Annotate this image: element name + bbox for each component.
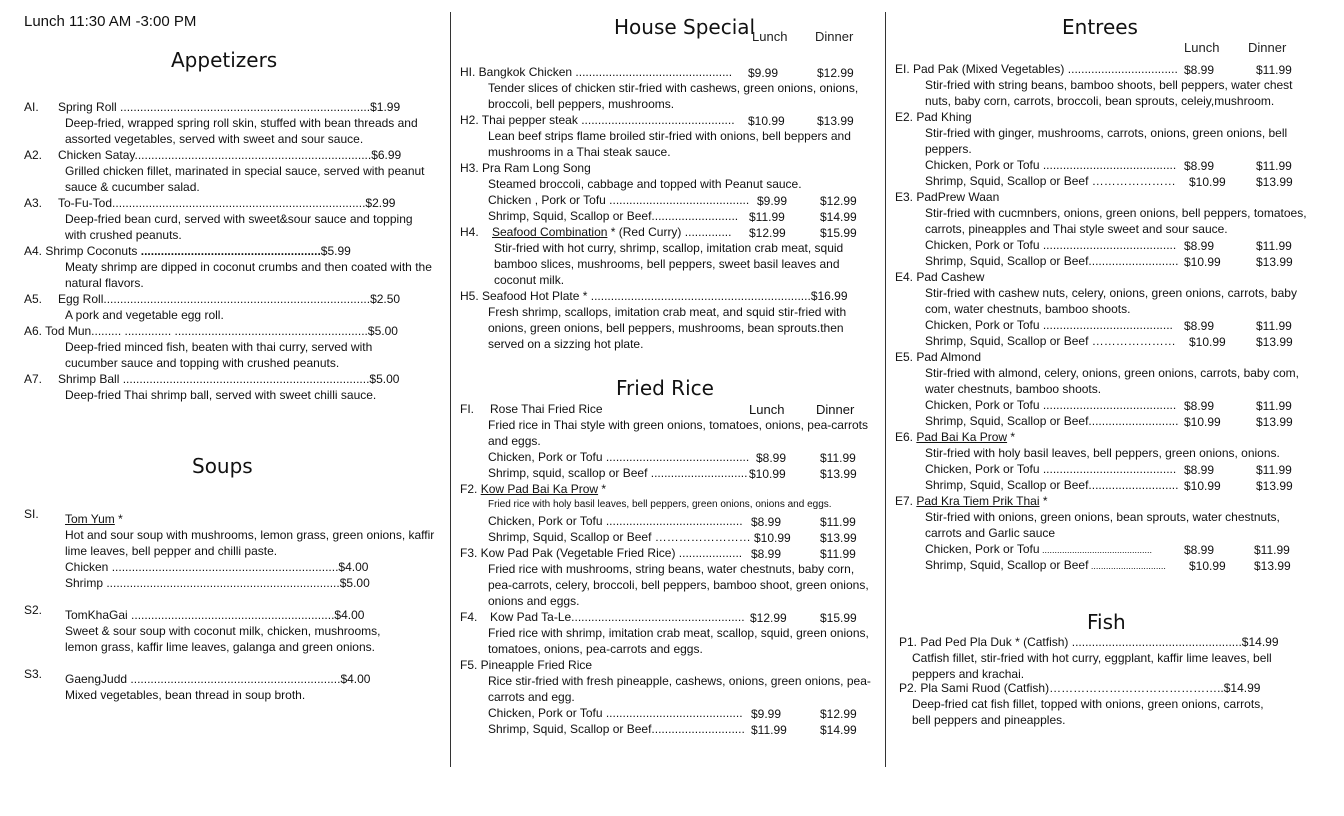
option-chicken-pork-tofu: Chicken, Pork or Tofu ........................................ <box>925 398 1177 412</box>
menu-item-e4: E4. Pad Cashew <box>895 270 985 284</box>
option-chicken: Chicken ....................................................................$4.00 <box>65 560 369 574</box>
soup-code: S2. <box>24 603 43 617</box>
menu-item-s1: Tom Yum * <box>65 512 123 526</box>
option-seafood-beef: Shrimp, Squid, Scallop or Beef.......................... <box>488 209 739 223</box>
lunch-price: $8.99 <box>1184 399 1215 413</box>
item-description: Hot and sour soup with mushrooms, lemon grass, green onions, kaffir lime leaves, bell pepper and chilli paste. <box>65 528 435 558</box>
lunch-price: $8.99 <box>756 451 787 465</box>
option-seafood-beef: Shrimp, Squid, Scallop or Beef........................... <box>925 478 1179 492</box>
lunch-price: $12.99 <box>750 611 787 625</box>
dinner-price: $13.99 <box>820 531 857 545</box>
lunch-header: Lunch <box>749 402 785 417</box>
soup-code: SI. <box>24 507 39 521</box>
dinner-header: Dinner <box>1248 40 1287 55</box>
dinner-price: $14.99 <box>820 723 857 737</box>
item-description: Fresh shrimp, scallops, imitation crab meat, and squid stir-fried with onions, green onions, bell peppers, mushrooms, bean sprouts.then served on a sizzing hot plate. <box>488 305 847 351</box>
option-chicken-pork-tofu: Chicken, Pork or Tofu ........................................ <box>925 462 1177 476</box>
dinner-price: $14.99 <box>820 210 857 224</box>
dinner-price: $11.99 <box>820 515 856 529</box>
lunch-price: $10.99 <box>1184 479 1221 493</box>
lunch-price: $9.99 <box>751 707 782 721</box>
menu-item-a1: AI. Spring Roll ...........................................................................$1.99 <box>24 100 401 114</box>
lunch-price: $10.99 <box>749 467 786 481</box>
dinner-price: $13.99 <box>1256 415 1293 429</box>
dinner-price: $11.99 <box>1256 319 1292 333</box>
dinner-price: $11.99 <box>1256 239 1292 253</box>
lunch-price: $8.99 <box>1184 159 1215 173</box>
lunch-price: $8.99 <box>751 515 782 529</box>
soup-code: S3. <box>24 667 43 681</box>
menu-item-e3: E3. PadPrew Waan <box>895 190 1000 204</box>
lunch-hours: Lunch 11:30 AM -3:00 PM <box>24 13 197 30</box>
item-description: Fried rice with mushrooms, string beans, water chestnuts, baby corn, pea-carrots, celery, broccoli, bell peppers, bamboo shoot, green onions, onions and eggs. <box>488 562 869 608</box>
option-seafood-beef: Shrimp, Squid, Scallop or Beef............................ <box>488 722 745 736</box>
dinner-price: $11.99 <box>1256 463 1292 477</box>
menu-item-f2: F2. Kow Pad Bai Ka Prow * <box>460 482 607 496</box>
option-shrimp: Shrimp ......................................................................$5.00 <box>65 576 370 590</box>
item-description: Stir-fried with cashew nuts, celery, onions, green onions, carrots, baby com, water chestnuts, bamboo shoots. <box>925 286 1297 316</box>
lunch-price: $10.99 <box>748 114 785 128</box>
dinner-price: $11.99 <box>1256 399 1292 413</box>
item-description: Meaty shrimp are dipped in coconut crumbs and then coated with the natural flavors. <box>65 260 432 290</box>
option-seafood-beef: Shrimp, Squid, Scallop or Beef........................... <box>925 254 1179 268</box>
menu-item-e6: E6. Pad Bai Ka Prow * <box>895 430 1016 444</box>
lunch-price: $12.99 <box>749 226 786 240</box>
menu-item-f3: F3. Kow Pad Pak (Vegetable Fried Rice) ................... <box>460 546 743 560</box>
option-chicken-pork-tofu: Chicken, Pork or Tofu ......................................... <box>488 514 743 528</box>
option-chicken-pork-tofu: Chicken , Pork or Tofu .......................................... <box>488 193 750 207</box>
option-chicken-pork-tofu: Chicken, Pork or Tofu ......................................... <box>488 706 743 720</box>
fried-rice-title: Fried Rice <box>616 376 714 400</box>
item-description: Fried rice with holy basil leaves, bell peppers, green onions, onions and eggs. <box>488 499 832 510</box>
menu-item-e7: E7. Pad Kra Tiem Prik Thai * <box>895 494 1048 508</box>
item-description: Deep-fried, wrapped spring roll skin, stuffed with bean threads and assorted vegetables, served with sweet and sour sauce. <box>65 116 418 146</box>
item-description: Catfish fillet, stir-fried with hot curry, eggplant, kaffir lime leaves, bell peppers and krachai. <box>912 651 1272 681</box>
item-description: Tender slices of chicken stir-fried with cashews, green onions, onions, broccoli, bell peppers, mushrooms. <box>488 81 859 111</box>
dinner-price: $15.99 <box>820 226 857 240</box>
dinner-price: $12.99 <box>820 194 857 208</box>
menu-item-h1: HI. Bangkok Chicken ............................................... <box>460 65 733 79</box>
dinner-price: $12.99 <box>817 66 854 80</box>
lunch-price: $8.99 <box>1184 543 1215 557</box>
dinner-price: $11.99 <box>1256 63 1292 77</box>
item-description: Stir-fried with onions, green onions, bean sprouts, water chestnuts, carrots and Garlic sauce <box>925 510 1280 540</box>
item-description: Deep-fried Thai shrimp ball, served with sweet chilli sauce. <box>65 388 377 402</box>
dinner-price: $11.99 <box>820 547 856 561</box>
dinner-price: $11.99 <box>1256 159 1292 173</box>
menu-item-a2: A2. Chicken Satay.......................................................................$6.99 <box>24 148 402 162</box>
lunch-price: $10.99 <box>754 531 791 545</box>
dinner-price: $13.99 <box>817 114 854 128</box>
item-description: Stir-fried with holy basil leaves, bell peppers, green onions, onions. <box>925 446 1280 460</box>
dinner-price: $12.99 <box>820 707 857 721</box>
lunch-price: $10.99 <box>1184 255 1221 269</box>
lunch-header: Lunch <box>1184 40 1220 55</box>
menu-item-s3: GaengJudd ...............................................................$4.00 <box>65 672 371 686</box>
menu-item-h5: H5. Seafood Hot Plate * ..................................................................$16.99 <box>460 289 848 303</box>
option-chicken-pork-tofu: Chicken, Pork or Tofu ........................................ <box>925 238 1177 252</box>
item-description: Deep-fried cat fish fillet, topped with onions, green onions, carrots, bell peppers and pineapples. <box>912 697 1264 727</box>
item-description: Stir-fried with ginger, mushrooms, carrots, onions, green onions, bell peppers. <box>925 126 1288 156</box>
menu-item-a6: A6. Tod Mun......... .............. ..........................................................$5.00 <box>24 324 398 338</box>
item-description: Lean beef strips flame broiled stir-fried with onions, bell beppers and mushrooms in a Thai steak sauce. <box>488 129 851 159</box>
dinner-price: $13.99 <box>1256 335 1293 349</box>
lunch-price: $9.99 <box>748 66 779 80</box>
lunch-price: $9.99 <box>757 194 788 208</box>
menu-item-p1: P1. Pad Ped Pla Duk * (Catfish) ...................................................$14.99 <box>899 635 1279 649</box>
dinner-price: $13.99 <box>1254 559 1291 573</box>
lunch-price: $8.99 <box>1184 319 1215 333</box>
lunch-price: $10.99 <box>1189 559 1226 573</box>
option-seafood-beef: Shrimp, Squid, Scallop or Beef .............................. <box>925 558 1166 572</box>
menu-item-f5: F5. Pineapple Fried Rice <box>460 658 593 672</box>
lunch-price: $8.99 <box>1184 63 1215 77</box>
menu-item-h2: H2. Thai pepper steak .............................................. <box>460 113 735 127</box>
menu-item-a3: A3. To-Fu-Tod............................................................................$2.99 <box>24 196 396 210</box>
lunch-price: $8.99 <box>1184 463 1215 477</box>
menu-item-p2: P2. Pla Sami Ruod (Catfish)……………………………………..$14.99 <box>899 681 1261 695</box>
item-description: Stir-fried with hot curry, shrimp, scallop, imitation crab meat, squid bamboo slices, mushrooms, bell peppers, sweet basil leaves and coconut milk. <box>494 241 844 287</box>
item-description: A pork and vegetable egg roll. <box>65 308 224 322</box>
item-description: Deep-fried minced fish, beaten with thai curry, served with cucumber sauce and topping with crushed peanuts. <box>65 340 373 370</box>
dinner-price: $13.99 <box>1256 175 1293 189</box>
menu-item-a5: A5. Egg Roll................................................................................$2.50 <box>24 292 401 306</box>
menu-item-f4: F4. Kow Pad Ta-Le.................................................... <box>460 610 745 624</box>
menu-item-e1: EI. Pad Pak (Mixed Vegetables) ................................. <box>895 62 1178 76</box>
column-divider-left <box>450 12 451 767</box>
option-seafood-beef: Shrimp, Squid, Scallop or Beef ………………… <box>925 174 1176 188</box>
item-description: Sweet & sour soup with coconut milk, chicken, mushrooms, lemon grass, kaffir lime leaves, galanga and green onions. <box>65 624 381 654</box>
item-description: Rice stir-fried with fresh pineapple, cashews, onions, green onions, pea-carrots and egg. <box>488 674 871 704</box>
dinner-price: $15.99 <box>820 611 857 625</box>
menu-item-h3: H3. Pra Ram Long Song <box>460 161 591 175</box>
soups-title: Soups <box>192 454 253 478</box>
option-seafood-beef: Shrimp, Squid, Scallop or Beef …………………… <box>488 530 751 544</box>
house-special-title: House Special <box>614 15 756 39</box>
entrees-title: Entrees <box>1062 15 1138 39</box>
column-divider-right <box>885 12 886 767</box>
option-chicken-pork-tofu: Chicken, Pork or Tofu ........................................... <box>488 450 750 464</box>
fish-title: Fish <box>1087 610 1126 634</box>
lunch-price: $8.99 <box>1184 239 1215 253</box>
item-description: Stir-fried with cucmnbers, onions, green onions, bell peppers, tomatoes, carrots, pineapples and Thai style sweet and sour sauce. <box>925 206 1307 236</box>
dinner-price: $13.99 <box>1256 479 1293 493</box>
option-seafood-beef: Shrimp, Squid, Scallop or Beef........................... <box>925 414 1179 428</box>
dinner-header: Dinner <box>816 402 855 417</box>
item-description: Stir-fried with string beans, bamboo shoots, bell peppers, water chest nuts, baby corn, carrots, broccoli, bean sprouts, celeiy,mushroom. <box>925 78 1293 108</box>
dinner-price: $11.99 <box>820 451 856 465</box>
item-description: Steamed broccoli, cabbage and topped with Peanut sauce. <box>488 177 802 191</box>
lunch-header: Lunch <box>752 29 788 44</box>
lunch-price: $10.99 <box>1184 415 1221 429</box>
menu-item-s2: TomKhaGai .............................................................$4.00 <box>65 608 365 622</box>
lunch-price: $11.99 <box>749 210 785 224</box>
item-description: Mixed vegetables, bean thread in soup broth. <box>65 688 306 702</box>
dinner-price: $13.99 <box>1256 255 1293 269</box>
lunch-price: $11.99 <box>751 723 787 737</box>
dinner-header: Dinner <box>815 29 854 44</box>
menu-item-f1: FI. Rose Thai Fried Rice <box>460 402 603 416</box>
menu-item-a7: A7. Shrimp Ball ..........................................................................$5.00 <box>24 372 400 386</box>
option-chicken-pork-tofu: Chicken, Pork or Tofu ............................................ <box>925 542 1153 556</box>
item-description: Deep-fried bean curd, served with sweet&sour sauce and topping with crushed peanuts. <box>65 212 413 242</box>
item-description: Fried rice with shrimp, imitation crab meat, scallop, squid, green onions, tomatoes, onions, pea-carrots and eggs. <box>488 626 869 656</box>
lunch-price: $10.99 <box>1189 175 1226 189</box>
menu-item-e2: E2. Pad Khing <box>895 110 972 124</box>
dinner-price: $11.99 <box>1254 543 1290 557</box>
item-description: Fried rice in Thai style with green onions, tomatoes, onions, pea-carrots and eggs. <box>488 418 868 448</box>
option-chicken-pork-tofu: Chicken, Pork or Tofu ........................................ <box>925 158 1177 172</box>
lunch-price: $10.99 <box>1189 335 1226 349</box>
lunch-price: $8.99 <box>751 547 782 561</box>
option-seafood-beef: Shrimp, Squid, Scallop or Beef ………………… <box>925 334 1176 348</box>
option-chicken-pork-tofu: Chicken, Pork or Tofu ....................................... <box>925 318 1173 332</box>
option-seafood-beef: Shrimp, squid, scallop or Beef ............................. <box>488 466 748 480</box>
dinner-price: $13.99 <box>820 467 857 481</box>
menu-item-h4: H4. Seafood Combination * (Red Curry) .............. <box>460 225 732 239</box>
appetizers-title: Appetizers <box>171 48 278 72</box>
menu-item-a4: A4. Shrimp Coconuts ......................................................$5.99 <box>24 244 351 258</box>
menu-item-e5: E5. Pad Almond <box>895 350 982 364</box>
item-description: Stir-fried with almond, celery, onions, green onions, carrots, baby com, water chestnuts, bamboo shoots. <box>925 366 1299 396</box>
item-description: Grilled chicken fillet, marinated in special sauce, served with peanut sauce & cucumber salad. <box>65 164 425 194</box>
